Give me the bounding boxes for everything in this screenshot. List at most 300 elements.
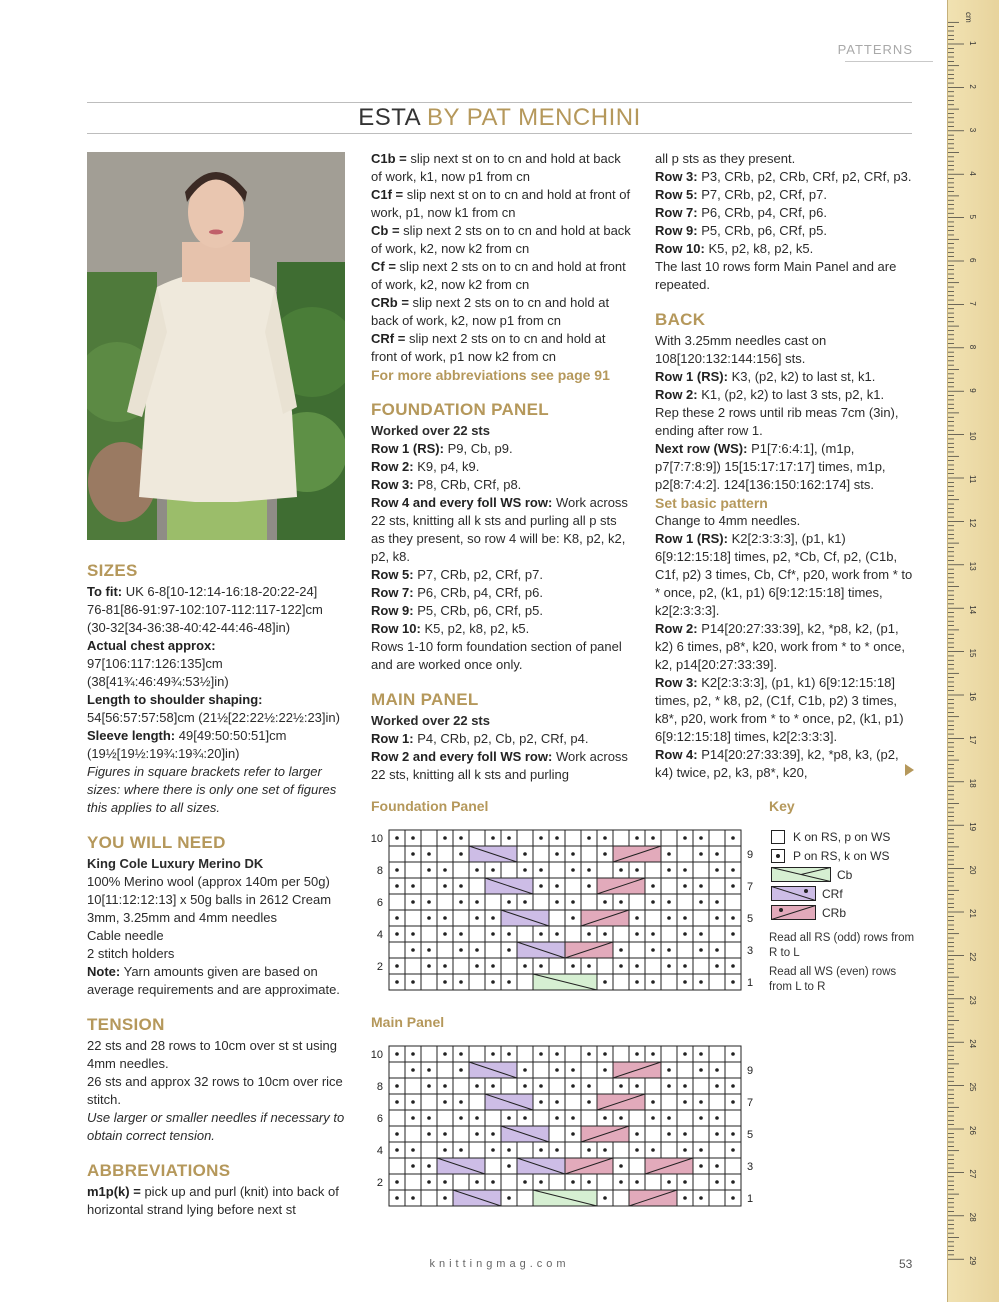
purl-dot — [395, 836, 399, 840]
tension-heading: TENSION — [87, 1015, 165, 1034]
chart-cell — [389, 1062, 405, 1078]
ruler-number: 10 — [968, 431, 977, 441]
chart-cell — [709, 1190, 725, 1206]
purl-dot — [443, 836, 447, 840]
purl-dot — [395, 964, 399, 968]
basic-intro: Change to 4mm needles. — [655, 513, 801, 528]
cb-symbol-icon — [771, 867, 831, 883]
chart-cell — [661, 974, 677, 990]
purl-dot — [427, 1068, 431, 1072]
chart-cell — [693, 1126, 709, 1142]
ruler-unit-label: cm — [964, 12, 973, 23]
purl-dot — [539, 884, 543, 888]
foundation-panel-chart — [365, 822, 760, 998]
purl-dot — [539, 1100, 543, 1104]
purl-dot — [571, 964, 575, 968]
purl-dot — [731, 868, 735, 872]
purl-dot — [555, 1100, 559, 1104]
chart-cell — [437, 942, 453, 958]
ruler-number: 4 — [968, 171, 977, 176]
chart-cell — [501, 958, 517, 974]
chart-cell — [709, 1046, 725, 1062]
to-fit-cm: 76-81[86-91:97-102:107-112:117-122]cm — [87, 602, 323, 617]
chart-cell — [485, 942, 501, 958]
chart-cell — [485, 894, 501, 910]
purl-dot — [475, 868, 479, 872]
row-number-label: 5 — [747, 1129, 754, 1141]
need-line: 100% Merino wool (approx 140m per 50g) — [87, 874, 330, 889]
purl-dot — [443, 1132, 447, 1136]
purl-dot — [411, 1148, 415, 1152]
chart-cell — [709, 1094, 725, 1110]
chart-cell — [421, 830, 437, 846]
chart-cell — [677, 894, 693, 910]
key-item-crb: CRb — [771, 905, 846, 921]
pattern-row: Row 10: K5, p2, k8, p2, k5. — [371, 621, 530, 636]
key-item-purl: P on RS, k on WS — [771, 849, 890, 863]
purl-dot — [539, 932, 543, 936]
chart-cell — [501, 1078, 517, 1094]
purl-dot — [587, 884, 591, 888]
chart-cell — [661, 878, 677, 894]
purl-dot — [699, 1116, 703, 1120]
ruler-number: 2 — [968, 84, 977, 89]
chart-cell — [693, 1078, 709, 1094]
chart-cell — [437, 1062, 453, 1078]
purl-dot — [667, 1132, 671, 1136]
chart-cell — [693, 862, 709, 878]
chart-cell — [565, 830, 581, 846]
purl-dot — [667, 916, 671, 920]
chart-cell — [549, 1174, 565, 1190]
chart-cell — [629, 942, 645, 958]
length-value: 54[56:57:57:58]cm (21½[22:22½:22½:23]in) — [87, 710, 340, 725]
chart-cell — [517, 926, 533, 942]
purl-dot — [427, 852, 431, 856]
abbr-item: Cf = slip next 2 sts on to cn and hold at front of work, k2, now k2 from cn — [371, 259, 626, 292]
purl-dot — [411, 980, 415, 984]
chest-size: Actual chest approx: 97[106:117:126:135]cm — [87, 638, 223, 671]
pattern-row: Row 3: P3, CRb, p2, CRb, CRf, p2, CRf, p3. — [655, 169, 912, 184]
purl-dot — [667, 868, 671, 872]
purl-dot — [491, 836, 495, 840]
sleeve-length-in: (19½[19½:19¾:19¾:20]in) — [87, 746, 240, 761]
purl-dot — [587, 1084, 591, 1088]
purl-dot — [731, 964, 735, 968]
to-fit: To fit: UK 6-8[10-12:14-16:18-20:22-24] — [87, 584, 318, 599]
purl-dot — [699, 1068, 703, 1072]
purl-dot — [555, 836, 559, 840]
chart-cell — [405, 1078, 421, 1094]
ruler-number: 21 — [968, 909, 977, 918]
chart-cell — [645, 862, 661, 878]
ruler-number: 29 — [968, 1256, 977, 1266]
ruler-number: 28 — [968, 1212, 977, 1222]
chart-cell — [565, 926, 581, 942]
purl-dot — [731, 980, 735, 984]
purl-dot — [731, 884, 735, 888]
purl-dot — [475, 1084, 479, 1088]
purl-dot — [667, 1068, 671, 1072]
chart-cell — [645, 1174, 661, 1190]
chart-cell — [693, 910, 709, 926]
ruler-number: 1 — [968, 41, 977, 46]
purl-dot — [427, 1164, 431, 1168]
chart-cell — [421, 1094, 437, 1110]
crf-symbol-icon — [771, 886, 816, 902]
ruler-number: 6 — [968, 258, 977, 263]
chart-cell — [517, 830, 533, 846]
purl-dot — [571, 1180, 575, 1184]
purl-dot — [619, 964, 623, 968]
chart-cell — [645, 1126, 661, 1142]
footer-url[interactable]: knittingmag.com — [429, 1258, 570, 1270]
tension-note: Use larger or smaller needles if necessary to obtain correct tension. — [87, 1110, 345, 1143]
pattern-row: Row 7: P6, CRb, p4, CRf, p6. — [371, 585, 543, 600]
purl-dot — [619, 868, 623, 872]
purl-dot — [395, 1180, 399, 1184]
purl-dot — [699, 948, 703, 952]
purl-dot — [443, 980, 447, 984]
purl-dot — [443, 916, 447, 920]
chart-cell — [453, 910, 469, 926]
chest-size-in: (38[41¾:46:49¾:53½]in) — [87, 674, 229, 689]
purl-dot — [683, 1084, 687, 1088]
row-number-label: 6 — [376, 1113, 383, 1125]
purl-symbol-icon — [771, 849, 785, 863]
pattern-row: Row 2 and every foll WS row: Work across 22 sts, knitting all k sts and purling — [371, 749, 628, 782]
chart-cell — [517, 1190, 533, 1206]
purl-dot — [491, 868, 495, 872]
foundation-chart-title: Foundation Panel — [371, 798, 489, 814]
column-1 — [87, 561, 349, 1219]
purl-dot — [507, 1164, 511, 1168]
abbr-item: Cb = slip next 2 sts on to cn and hold at back of work, k2, now k2 from cn — [371, 223, 631, 256]
purl-dot — [523, 1180, 527, 1184]
chart-cell — [725, 1158, 741, 1174]
more-abbreviations-link[interactable]: For more abbreviations see page 91 — [371, 367, 610, 383]
pattern-row: Row 4: P14[20:27:33:39], k2, *p8, k3, (p2, k4) twice, p2, k3, p8*, k20, — [655, 747, 899, 780]
ruler-number: 26 — [968, 1126, 977, 1135]
purl-dot — [555, 900, 559, 904]
purl-dot — [667, 948, 671, 952]
purl-dot — [443, 1052, 447, 1056]
purl-dot — [411, 884, 415, 888]
sizes-heading: SIZES — [87, 561, 138, 580]
chart-cell — [469, 974, 485, 990]
pattern-row: Row 5: P7, CRb, p2, CRf, p7. — [371, 567, 543, 582]
chart-cell — [597, 862, 613, 878]
purl-dot — [635, 1132, 639, 1136]
title-rule-top — [87, 102, 912, 103]
chart-cell — [421, 1190, 437, 1206]
purl-dot — [459, 948, 463, 952]
purl-dot — [571, 1068, 575, 1072]
purl-dot — [699, 932, 703, 936]
purl-dot — [459, 836, 463, 840]
chart-cell — [453, 1174, 469, 1190]
pattern-row: Row 4 and every foll WS row: Work across 22 sts, knitting all k sts and purling all p sts as they present, so row 4 will be: K8, p2, k2, p2, k8. — [371, 495, 628, 564]
purl-dot — [587, 836, 591, 840]
chart-cell — [549, 1078, 565, 1094]
purl-dot — [539, 964, 543, 968]
chart-cell — [389, 1158, 405, 1174]
purl-dot — [603, 836, 607, 840]
purl-dot — [699, 1100, 703, 1104]
column-2 — [371, 150, 633, 784]
title-rule-bottom — [87, 133, 912, 134]
chart-cell — [405, 958, 421, 974]
purl-dot — [571, 1116, 575, 1120]
chart-cell — [533, 1062, 549, 1078]
chart-cell — [613, 1046, 629, 1062]
purl-dot — [475, 964, 479, 968]
purl-dot — [731, 1180, 735, 1184]
purl-dot — [395, 932, 399, 936]
key-item-knit: K on RS, p on WS — [771, 830, 890, 844]
chart-cell — [677, 1110, 693, 1126]
purl-dot — [635, 1148, 639, 1152]
chart-cell — [405, 1174, 421, 1190]
pattern-row: Row 9: P5, CRb, p6, CRf, p5. — [371, 603, 543, 618]
purl-dot — [507, 1116, 511, 1120]
chart-cell — [629, 1158, 645, 1174]
purl-dot — [395, 1100, 399, 1104]
purl-dot — [411, 1164, 415, 1168]
chart-cell — [725, 894, 741, 910]
chart-cell — [725, 1062, 741, 1078]
basic-pattern-heading: Set basic pattern — [655, 495, 768, 511]
purl-dot — [491, 916, 495, 920]
foundation-note: Rows 1-10 form foundation section of panel and are worked once only. — [371, 639, 622, 672]
purl-dot — [459, 852, 463, 856]
chart-cell — [437, 894, 453, 910]
chart-cell — [517, 1046, 533, 1062]
abbr-m1p: m1p(k) = pick up and purl (knit) into back of horizontal strand lying before next st — [87, 1184, 339, 1217]
ruler-number: 15 — [968, 648, 977, 658]
purl-dot — [651, 948, 655, 952]
purl-dot — [603, 1148, 607, 1152]
chart-cell — [485, 1158, 501, 1174]
purl-dot — [491, 980, 495, 984]
purl-dot — [587, 868, 591, 872]
chart-cell — [709, 926, 725, 942]
chart-cell — [405, 910, 421, 926]
purl-dot — [731, 1196, 735, 1200]
purl-dot — [619, 1116, 623, 1120]
chart-cell — [389, 846, 405, 862]
purl-dot — [683, 980, 687, 984]
abbreviations-heading: ABBREVIATIONS — [87, 1161, 231, 1180]
purl-dot — [715, 1116, 719, 1120]
purl-dot — [731, 1052, 735, 1056]
ruler-number: 25 — [968, 1082, 977, 1092]
length-label: Length to shoulder shaping: — [87, 692, 263, 707]
chart-cell — [565, 878, 581, 894]
purl-dot — [683, 932, 687, 936]
model-photo-illustration — [87, 152, 345, 540]
purl-dot — [619, 948, 623, 952]
chart-cell — [565, 1046, 581, 1062]
row-number-label: 8 — [376, 865, 383, 877]
chart-cell — [725, 846, 741, 862]
purl-dot — [459, 1100, 463, 1104]
purl-dot — [699, 1052, 703, 1056]
pattern-row: Row 10: K5, p2, k8, p2, k5. — [655, 241, 814, 256]
purl-dot — [699, 1164, 703, 1168]
purl-dot — [651, 980, 655, 984]
title-main: ESTA — [358, 104, 420, 131]
chart-cell — [437, 846, 453, 862]
purl-dot — [587, 932, 591, 936]
purl-dot — [507, 932, 511, 936]
chart-cell — [677, 942, 693, 958]
purl-dot — [459, 1052, 463, 1056]
purl-dot — [555, 884, 559, 888]
continued-text: all p sts as they present. — [655, 151, 796, 166]
purl-dot — [635, 1052, 639, 1056]
purl-dot — [443, 932, 447, 936]
purl-dot — [507, 980, 511, 984]
section-rule — [845, 61, 933, 62]
chart-cell — [597, 1078, 613, 1094]
purl-dot — [603, 932, 607, 936]
purl-dot — [411, 932, 415, 936]
purl-dot — [571, 916, 575, 920]
purl-dot — [699, 852, 703, 856]
chart-cell — [565, 1142, 581, 1158]
row-number-label: 3 — [747, 1161, 754, 1173]
chart-cell — [581, 1110, 597, 1126]
purl-dot — [651, 1052, 655, 1056]
purl-dot — [491, 1052, 495, 1056]
purl-dot — [555, 1116, 559, 1120]
purl-dot — [619, 1180, 623, 1184]
row-number-label: 10 — [370, 1049, 383, 1061]
ruler-number: 12 — [968, 518, 977, 528]
purl-dot — [395, 1148, 399, 1152]
pattern-row: Row 2: K1, (p2, k2) to last 3 sts, p2, k1. — [655, 387, 885, 402]
chart-cell — [501, 862, 517, 878]
chart-cell — [453, 958, 469, 974]
chart-cell — [597, 1174, 613, 1190]
purl-dot — [539, 1148, 543, 1152]
pattern-row: Row 1 (RS): P9, Cb, p9. — [371, 441, 513, 456]
chart-cell — [389, 1110, 405, 1126]
key-item-cb: Cb — [771, 867, 852, 883]
purl-dot — [683, 1052, 687, 1056]
purl-dot — [651, 932, 655, 936]
chart-cell — [405, 862, 421, 878]
ruler-number: 9 — [968, 388, 977, 393]
chart-cell — [661, 1046, 677, 1062]
ruler-number: 13 — [968, 561, 977, 571]
purl-dot — [523, 1084, 527, 1088]
purl-dot — [651, 1116, 655, 1120]
ruler-number: 19 — [968, 822, 977, 832]
purl-dot — [683, 964, 687, 968]
chart-cell — [533, 1110, 549, 1126]
foundation-sub: Worked over 22 sts — [371, 423, 490, 438]
ruler-number: 16 — [968, 692, 977, 701]
row-number-label: 2 — [376, 961, 383, 973]
chart-cell — [725, 942, 741, 958]
pattern-row: Row 3: K2[2:3:3:3], (p1, k1) 6[9:12:15:18] times, p2, * k8, p2, (C1f, C1b, p2) 3 times, k8*, p20, work from * to * once, p2, (k1, p1) 6[9:12:15:18] times, k2[2:3:3:3]. — [655, 675, 904, 744]
purl-dot — [667, 1180, 671, 1184]
ruler-number: 3 — [968, 127, 977, 133]
purl-dot — [699, 900, 703, 904]
chart-cell — [709, 1142, 725, 1158]
ruler-number: 18 — [968, 778, 977, 788]
purl-dot — [731, 1084, 735, 1088]
purl-dot — [491, 1132, 495, 1136]
purl-dot — [731, 916, 735, 920]
row-number-label: 4 — [376, 1145, 383, 1157]
purl-dot — [427, 1180, 431, 1184]
purl-dot — [571, 1084, 575, 1088]
need-line: 2 stitch holders — [87, 946, 175, 961]
yarn-name: King Cole Luxury Merino DK — [87, 856, 264, 871]
purl-dot — [539, 1180, 543, 1184]
purl-dot — [715, 916, 719, 920]
purl-dot — [699, 1148, 703, 1152]
purl-dot — [603, 900, 607, 904]
chart-cell — [645, 910, 661, 926]
tension-line: 26 sts and approx 32 rows to 10cm over rice stitch. — [87, 1074, 343, 1107]
purl-dot — [475, 1180, 479, 1184]
chart-cell — [421, 1046, 437, 1062]
purl-dot — [539, 868, 543, 872]
ruler-number: 5 — [968, 214, 977, 220]
purl-dot — [555, 1148, 559, 1152]
purl-dot — [715, 900, 719, 904]
purl-dot — [443, 1180, 447, 1184]
purl-dot — [587, 1100, 591, 1104]
purl-dot — [603, 1196, 607, 1200]
purl-dot — [427, 948, 431, 952]
back-heading: BACK — [655, 310, 706, 329]
abbr-item: CRb = slip next 2 sts on to cn and hold at back of work, k2, now p1 from cn — [371, 295, 610, 328]
purl-dot — [587, 1052, 591, 1056]
purl-dot — [443, 1100, 447, 1104]
pattern-row: Row 2: P14[20:27:33:39], k2, *p8, k2, (p1, k2) 6 times, p8*, k20, work from * to * once, k2, p14[20:27:33:39]. — [655, 621, 905, 672]
purl-dot — [459, 1068, 463, 1072]
chart-cell — [645, 958, 661, 974]
row-number-label: 8 — [376, 1081, 383, 1093]
ruler-number: 24 — [968, 1039, 977, 1049]
row-number-label: 1 — [747, 1193, 754, 1205]
purl-dot — [731, 1100, 735, 1104]
need-line: 10[11:12:12:13] x 50g balls in 2612 Cream — [87, 892, 332, 907]
pattern-row: Row 2: K9, p4, k9. — [371, 459, 480, 474]
purl-dot — [475, 948, 479, 952]
purl-dot — [411, 1052, 415, 1056]
pattern-row: Row 7: P6, CRb, p4, CRf, p6. — [655, 205, 827, 220]
pattern-row: Row 1 (RS): K3, (p2, k2) to last st, k1. — [655, 369, 876, 384]
purl-dot — [411, 900, 415, 904]
purl-dot — [635, 964, 639, 968]
purl-dot — [443, 964, 447, 968]
purl-dot — [443, 884, 447, 888]
purl-dot — [507, 1148, 511, 1152]
purl-dot — [619, 1164, 623, 1168]
purl-dot — [603, 980, 607, 984]
chart-cell — [485, 1110, 501, 1126]
purl-dot — [683, 1100, 687, 1104]
main-note: The last 10 rows form Main Panel and are repeated. — [655, 259, 897, 292]
purl-dot — [619, 1084, 623, 1088]
key-note-ws: Read all WS (even) rows from L to R — [769, 966, 897, 993]
